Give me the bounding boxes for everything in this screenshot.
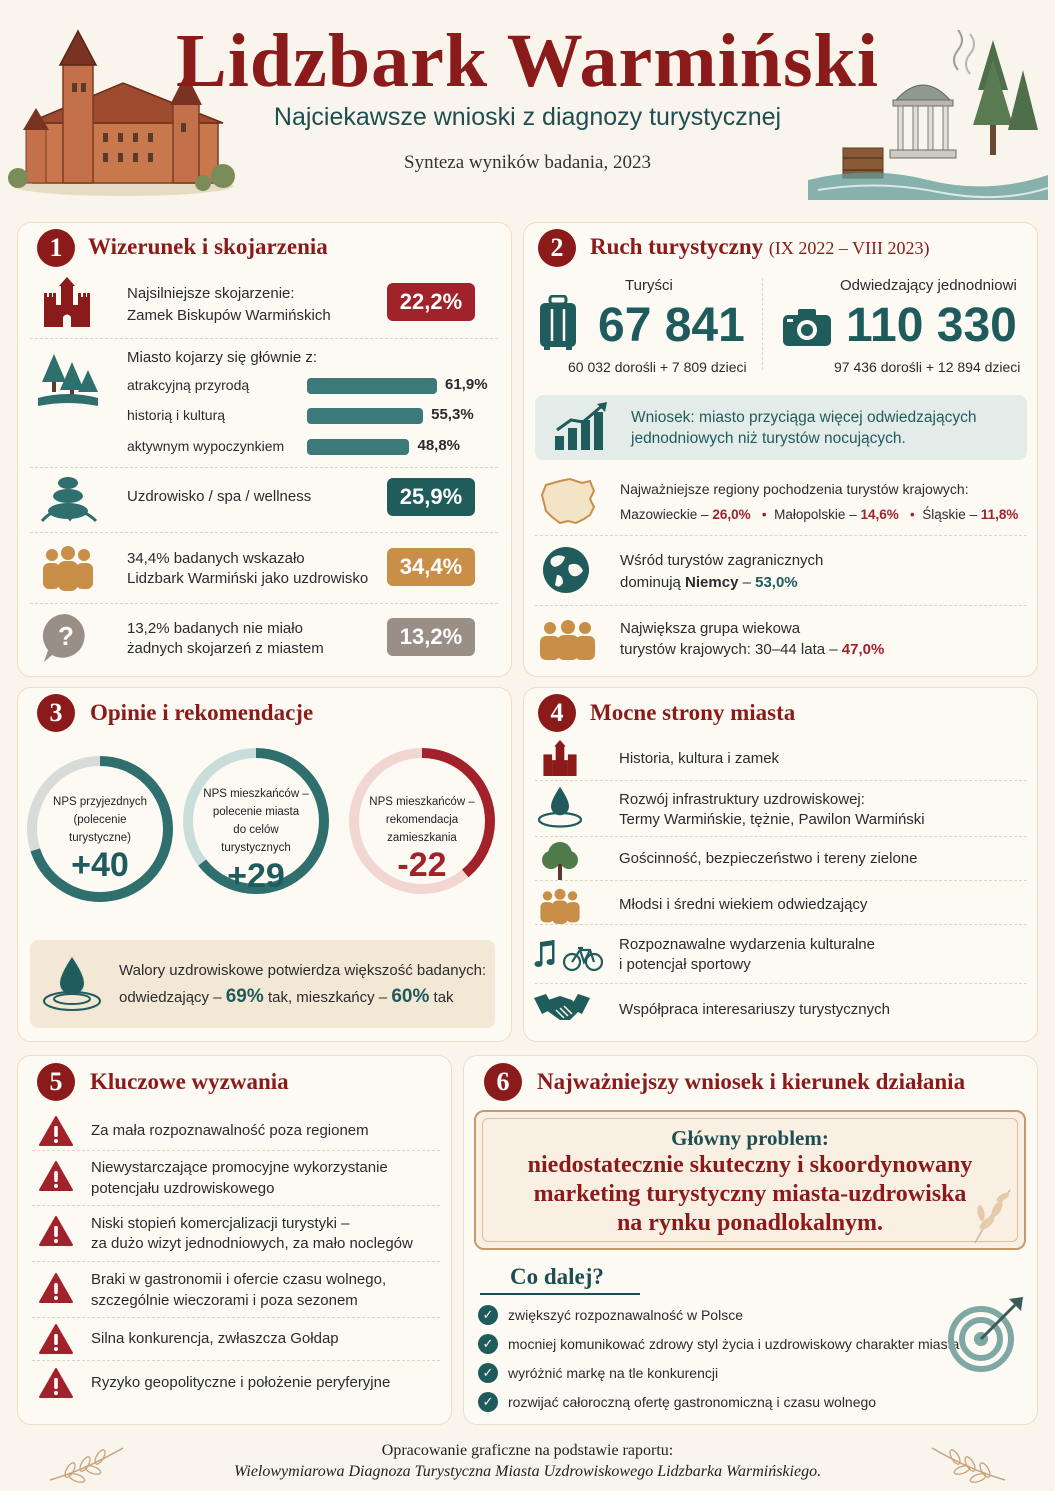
challenge-2-line2: potencjału uzdrowiskowego [91, 1180, 275, 1197]
spa-badge: 25,9% [387, 478, 475, 516]
region-value: 11,8% [980, 507, 1019, 522]
section-title: Najważniejszy wniosek i kierunek działania [537, 1069, 966, 1094]
no-association-badge: 13,2% [387, 618, 475, 656]
challenge-6: Ryzyko geopolityczne i położenie peryferyjne [91, 1374, 391, 1391]
water-drop-icon [536, 785, 584, 829]
conclusion-line2: jednodniowych niż turystów nocujących. [631, 430, 906, 447]
section-title: Opinie i rekomendacje [90, 700, 314, 725]
nps-residents-tourism-label: NPS mieszkańców – polecenie miasta do celów turystycznych [203, 788, 309, 854]
suitcase-icon [538, 295, 578, 351]
target-icon [945, 1295, 1025, 1375]
warning-icon [38, 1215, 74, 1247]
section-number: 5 [37, 1063, 75, 1101]
check-icon: ✓ [478, 1305, 498, 1325]
regions-title: Najważniejsze regiony pochodzenia turystów krajowych: [620, 481, 969, 497]
spa-label: Uzdrowisko / spa / wellness [127, 488, 312, 505]
strength-events-line2: i potencjał sportowy [619, 956, 751, 973]
footer-line1: Opracowanie graficzne na podstawie raportu: [381, 1442, 674, 1459]
foreign-line2: dominują Niemcy – 53,0% [620, 574, 798, 591]
conclusion-line1: Wniosek: miasto przyciąga więcej odwiedzających [631, 409, 977, 426]
region-value: 14,6% [860, 507, 899, 522]
bar-active [307, 439, 409, 455]
growth-chart-icon [553, 402, 611, 452]
resort-line2: Lidzbark Warmiński jako uzdrowisko [127, 570, 369, 587]
section-period: (IX 2022 – VIII 2023) [768, 238, 930, 258]
challenge-4-line2: szczególnie wieczorami i poza sezonem [91, 1292, 358, 1309]
bar-label-nature: atrakcyjną przyrodą [127, 377, 250, 393]
section-number: 3 [37, 694, 75, 732]
resort-line1: 34,4% badanych wskazało [127, 550, 305, 567]
day-visitors-detail: 97 436 dorośli + 12 894 dzieci [834, 359, 1021, 375]
bar-history [307, 408, 423, 424]
section-number: 4 [538, 694, 576, 732]
castle-icon [40, 277, 94, 327]
water-drop-icon [40, 955, 104, 1013]
challenge-5: Silna konkurencja, zwłaszcza Gołdap [91, 1330, 339, 1347]
no-association-line1: 13,2% badanych nie miało [127, 620, 303, 637]
spa-confirmation-line1: Walory uzdrowiskowe potwierdza większość badanych: [119, 962, 487, 979]
nps-residents-living-label: NPS mieszkańców – rekomendacja zamieszkania [369, 796, 475, 844]
check-icon: ✓ [478, 1334, 498, 1354]
no-association-line2: żadnych skojarzeń z miastem [127, 640, 324, 657]
day-visitors-label: Odwiedzający jednodniowi [840, 277, 1017, 294]
strength-history: Historia, kultura i zamek [619, 750, 780, 767]
strength-spa-line1: Rozwój infrastruktury uzdrowiskowej: [619, 791, 865, 808]
visitors-yes-value: 69% [225, 986, 264, 1007]
handshake-icon [534, 990, 590, 1026]
page-title: Lidzbark Warmiński [176, 19, 879, 103]
bar-label-history: historią i kulturą [127, 407, 226, 423]
leaf-branch-icon [965, 1185, 1015, 1245]
forest-icon [38, 352, 98, 410]
section-title: Wizerunek i skojarzenia [88, 234, 328, 259]
tourists-value: 67 841 [598, 299, 745, 352]
age-line1: Największa grupa wiekowa [620, 620, 801, 637]
warning-icon [38, 1115, 74, 1147]
day-visitors-value: 110 330 [846, 299, 1017, 352]
associations-intro: Miasto kojarzy się głównie z: [127, 349, 318, 366]
warning-icon [38, 1272, 74, 1304]
strength-young-visitors: Młodsi i średni wiekiem odwiedzający [619, 896, 868, 913]
strength-events-line1: Rozpoznawalne wydarzenia kulturalne [619, 936, 875, 953]
nps-residents-living-value: -22 [397, 846, 447, 884]
challenge-1: Za mała rozpoznawalność poza regionem [91, 1122, 369, 1139]
main-problem-line2: marketing turystyczny miasta-uzdrowiska [533, 1181, 967, 1207]
section-number: 6 [484, 1063, 522, 1101]
foreign-value: 53,0% [755, 574, 798, 591]
next-steps-title: Co dalej? [510, 1264, 604, 1289]
section-title: Mocne strony miasta [590, 700, 796, 725]
nps-residents-tourism-value: +29 [227, 857, 285, 895]
nps-visitors-label: NPS przyjezdnych (polecenie turystyczne) [53, 796, 147, 844]
main-problem-line1: niedostatecznie skuteczny i skoordynowany [527, 1152, 973, 1178]
spa-stones-icon [40, 473, 98, 525]
warning-icon [38, 1160, 74, 1192]
challenge-3-line1: Niski stopień komercjalizacji turystyki – [91, 1215, 350, 1232]
poland-map-icon [540, 477, 596, 527]
question-bubble-icon [40, 612, 92, 664]
next-step-4: rozwijać całoroczną ofertę gastronomiczną i czasu wolnego [508, 1394, 877, 1410]
tourists-detail: 60 032 dorośli + 7 809 dzieci [568, 359, 747, 375]
next-step-3: wyróżnić markę na tle konkurencji [508, 1365, 719, 1381]
check-icon: ✓ [478, 1392, 498, 1412]
age-line2: turystów krajowych: 30–44 lata – 47,0% [620, 641, 885, 658]
strength-spa-line2: Termy Warmińskie, tężnie, Pawilon Warmiński [619, 811, 925, 828]
bar-value-history: 55,3% [431, 406, 474, 423]
section-title [590, 234, 930, 260]
people-group-icon [536, 888, 584, 924]
tourists-label: Turyści [625, 277, 673, 294]
section-title-text: Ruch turystyczny [590, 234, 764, 259]
challenge-4-line1: Braki w gastronomii i ofercie czasu wolnego, [91, 1271, 387, 1288]
region-value: 26,0% [712, 507, 751, 522]
age-value: 47,0% [841, 641, 885, 658]
section-number: 2 [538, 229, 576, 267]
region-name: Śląskie [922, 507, 966, 522]
section-number: 1 [37, 229, 75, 267]
next-step-1: zwiększyć rozpoznawalność w Polsce [508, 1307, 743, 1323]
main-problem-label: Główny problem: [671, 1126, 829, 1150]
regions-list: Mazowieckie – 26,0% • Małopolskie – 14,6% • Śląskie – 11,8% [620, 507, 1019, 522]
strongest-association-line2: Zamek Biskupów Warmińskich [127, 307, 331, 324]
camera-icon [782, 307, 832, 347]
strongest-association-badge: 22,2% [387, 283, 475, 321]
strongest-association-line1: Najsilniejsze skojarzenie: [127, 285, 295, 302]
footer-line2: Wielowymiarowa Diagnoza Turystyczna Miasta Uzdrowiskowego Lidzbarka Warmińskiego. [233, 1463, 822, 1480]
castle-icon [540, 740, 580, 776]
people-group-icon [40, 545, 96, 591]
tree-icon [540, 840, 580, 880]
nps-visitors-value: +40 [71, 846, 129, 884]
strength-hospitality: Gościnność, bezpieczeństwo i tereny zielone [619, 850, 918, 867]
spa-confirmation-line2: odwiedzający – 69% tak, mieszkańcy – 60% tak [119, 986, 454, 1007]
strength-cooperation: Współpraca interesariuszy turystycznych [619, 1001, 890, 1018]
music-bike-icon [534, 938, 604, 972]
next-step-2: mocniej komunikować zdrowy styl życia i uzdrowiskowy charakter miasta [508, 1336, 960, 1352]
main-problem-line3: na rynku ponadlokalnym. [616, 1210, 884, 1236]
region-name: Małopolskie [774, 507, 846, 522]
synthesis-caption: Synteza wyników badania, 2023 [404, 152, 651, 173]
challenge-3-line2: za dużo wizyt jednodniowych, za mało noclegów [91, 1235, 413, 1252]
challenge-2-line1: Niewystarczające promocyjne wykorzystanie [91, 1159, 388, 1176]
resort-badge: 34,4% [387, 548, 475, 586]
residents-yes-value: 60% [391, 986, 430, 1007]
bar-label-active: aktywnym wypoczynkiem [127, 438, 285, 454]
globe-icon [541, 545, 591, 595]
page-subtitle: Najciekawsze wnioski z diagnozy turystycznej [273, 103, 782, 131]
bar-nature [307, 378, 437, 394]
region-name: Mazowieckie [620, 507, 698, 522]
bar-value-active: 48,8% [417, 437, 461, 454]
warning-icon [38, 1323, 74, 1355]
age-group-icon [538, 620, 596, 660]
section-title: Kluczowe wyzwania [90, 1069, 289, 1094]
check-icon: ✓ [478, 1363, 498, 1383]
bar-value-nature: 61,9% [445, 376, 488, 393]
svg-text:?: ? [58, 621, 74, 651]
foreign-line1: Wśród turystów zagranicznych [620, 552, 824, 569]
warning-icon [38, 1367, 74, 1399]
